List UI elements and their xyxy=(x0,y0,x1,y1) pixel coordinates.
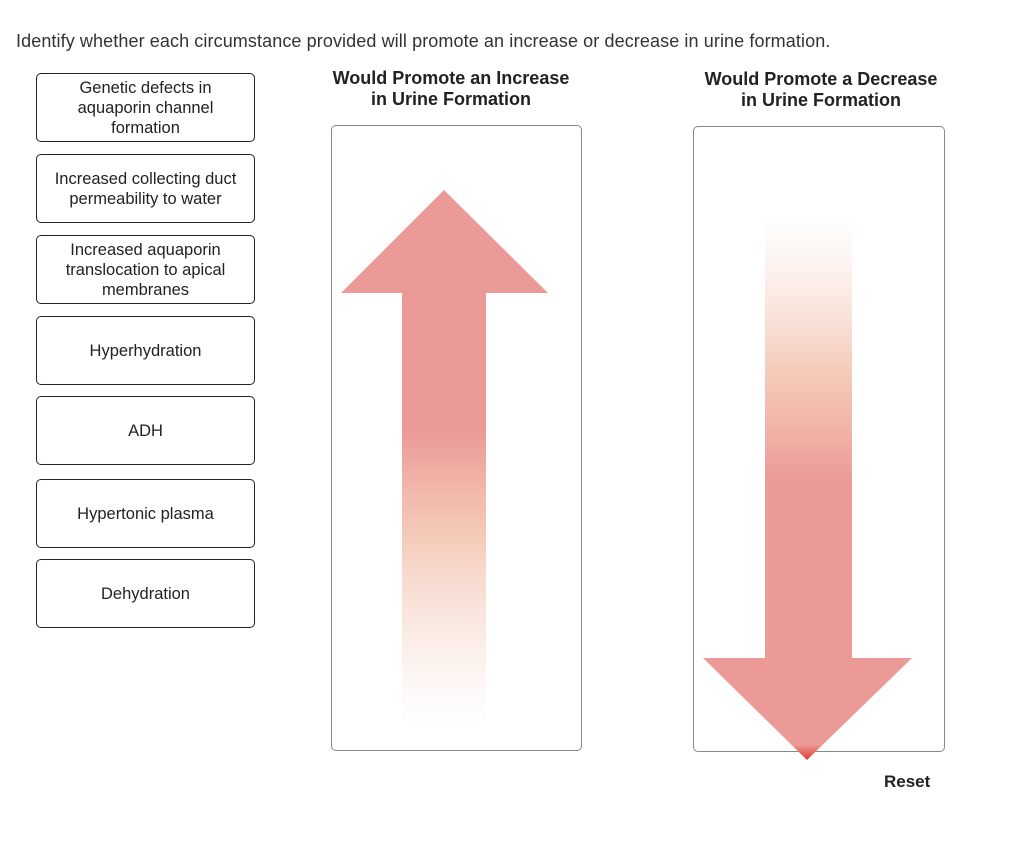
increase-title-line1: Would Promote an Increase xyxy=(332,68,570,88)
up-arrow-icon xyxy=(341,190,548,725)
drag-item-label: Hyperhydration xyxy=(89,341,202,360)
decrease-title-line2: in Urine Formation xyxy=(740,90,901,110)
drag-item-label: Dehydration xyxy=(101,584,190,603)
instructions-text: Identify whether each circumstance provided will promote an increase or decrease in urine formation. xyxy=(16,31,831,51)
reset-button[interactable]: Reset xyxy=(884,772,931,791)
down-arrow-icon xyxy=(703,215,912,760)
drag-item-label: ADH xyxy=(128,421,163,440)
increase-title-line2: in Urine Formation xyxy=(370,89,531,109)
decrease-title-line1: Would Promote a Decrease xyxy=(704,69,938,89)
drag-item-label: Hypertonic plasma xyxy=(77,504,214,523)
drag-item-label: Increased collecting duct permeability to water xyxy=(54,169,237,208)
drag-item-label: Genetic defects in aquaporin channel formation xyxy=(77,78,214,137)
drag-item-label: Increased aquaporin translocation to apical membranes xyxy=(65,240,226,299)
